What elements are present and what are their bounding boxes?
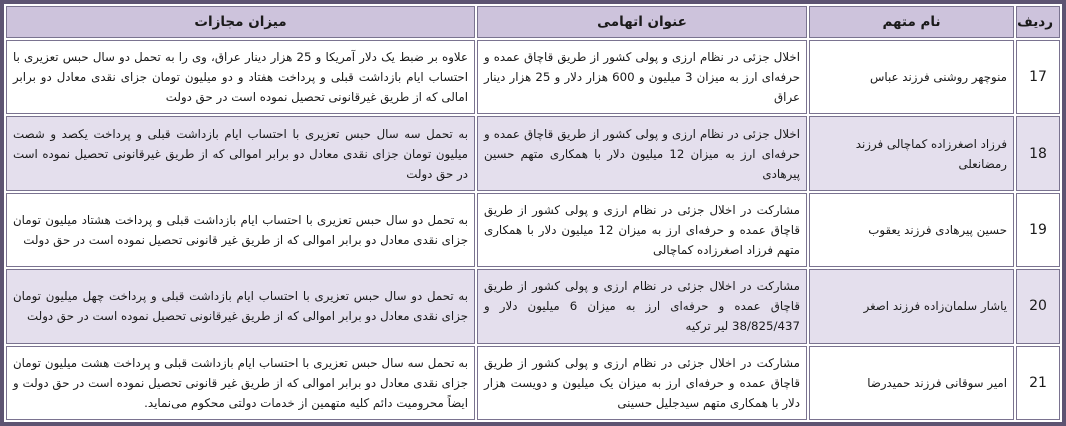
sentence-text: به تحمل دو سال حبس تعزیری با احتساب ایام بازداشت قبلی و پرداخت چهل میلیون تومان جزای نقدی معادل دو برابر اموالی که از طریق غیرقانونی تحصیل نموده است در حق دولت: [6, 269, 475, 343]
sentence-text: به تحمل سه سال حبس تعزیری با احتساب ایام بازداشت قبلی و پرداخت هشت میلیون تومان جزای نقدی معادل دو برابر اموالی که از طریق غیر قانونی تحصیل نموده است در حق دولت و ایضاً محرومیت دائم کلیه متهمین از خدمات دولتی محکوم می‌نماید.: [6, 346, 475, 420]
header-row-number: ردیف: [1016, 6, 1060, 38]
row-number: 21: [1016, 346, 1060, 420]
charge-text: اخلال جزئی در نظام ارزی و پولی کشور از طریق قاچاق عمده و حرفه‌ای ارز به میزان 3 میلیون و 600 هزار دلار و 25 هزار دینار عراق: [477, 40, 807, 114]
sentences-table: [4, 4, 1062, 422]
header-sentence: میزان مجازات: [6, 6, 475, 38]
defendant-name: حسین پیرهادی فرزند یعقوب: [809, 193, 1014, 267]
row-number: 17: [1016, 40, 1060, 114]
sentence-text: علاوه بر ضبط یک دلار آمریکا و 25 هزار دینار عراق، وی را به تحمل دو سال حبس تعزیری با احتساب ایام بازداشت قبلی و پرداخت هفتاد و دو میلیون تومان جزای نقدی معادل دو برابر امالی که از طریق غیرقانونی تحصیل نموده است در حق دولت: [6, 40, 475, 114]
charge-text: اخلال جزئی در نظام ارزی و پولی کشور از طریق قاچاق عمده و حرفه‌ای ارز به میزان 12 میلیون دلار با همکاری متهم حسین پیرهادی: [477, 116, 807, 190]
row-number: 19: [1016, 193, 1060, 267]
defendant-name: منوچهر روشنی فرزند عباس: [809, 40, 1014, 114]
sentence-text: به تحمل سه سال حبس تعزیری با احتساب ایام بازداشت قبلی و پرداخت یکصد و شصت میلیون تومان جزای نقدی معادل دو برابر اموالی که از طریق غیرقانونی تحصیل نموده است در حق دولت: [6, 116, 475, 190]
table-row: [6, 116, 1060, 190]
table-row: [6, 40, 1060, 114]
charge-text: مشارکت در اخلال جزئی در نظام ارزی و پولی کشور از طریق قاچاق عمده و حرفه‌ای ارز به میزان 6 میلیون دلار و 38/825/437 لیر ترکیه: [477, 269, 807, 343]
table-header-row: [6, 6, 1060, 38]
defendant-name: امیر سوقانی فرزند حمیدرضا: [809, 346, 1014, 420]
row-number: 18: [1016, 116, 1060, 190]
table-row: [6, 269, 1060, 343]
row-number: 20: [1016, 269, 1060, 343]
charge-text: مشارکت در اخلال جزئی در نظام ارزی و پولی کشور از طریق قاچاق عمده و حرفه‌ای ارز به میزان 12 میلیون دلار با همکاری متهم فرزاد اصغرزاده کماچالی: [477, 193, 807, 267]
sentence-text: به تحمل دو سال حبس تعزیری با احتساب ایام بازداشت قبلی و پرداخت هشتاد میلیون تومان جزای نقدی معادل دو برابر اموالی که از طریق غیر قانونی تحصیل نموده است در حق دولت: [6, 193, 475, 267]
table-row: [6, 346, 1060, 420]
table-row: [6, 193, 1060, 267]
header-charge: عنوان اتهامی: [477, 6, 807, 38]
defendant-name: یاشار سلمان‌زاده فرزند اصغر: [809, 269, 1014, 343]
charge-text: مشارکت در اخلال جزئی در نظام ارزی و پولی کشور از طریق قاچاق عمده و حرفه‌ای ارز به میزان یک میلیون و دویست هزار دلار با همکاری متهم سیدجلیل حسینی: [477, 346, 807, 420]
defendant-name: فرزاد اصغرزاده کماچالی فرزند رمضانعلی: [809, 116, 1014, 190]
header-defendant-name: نام متهم: [809, 6, 1014, 38]
